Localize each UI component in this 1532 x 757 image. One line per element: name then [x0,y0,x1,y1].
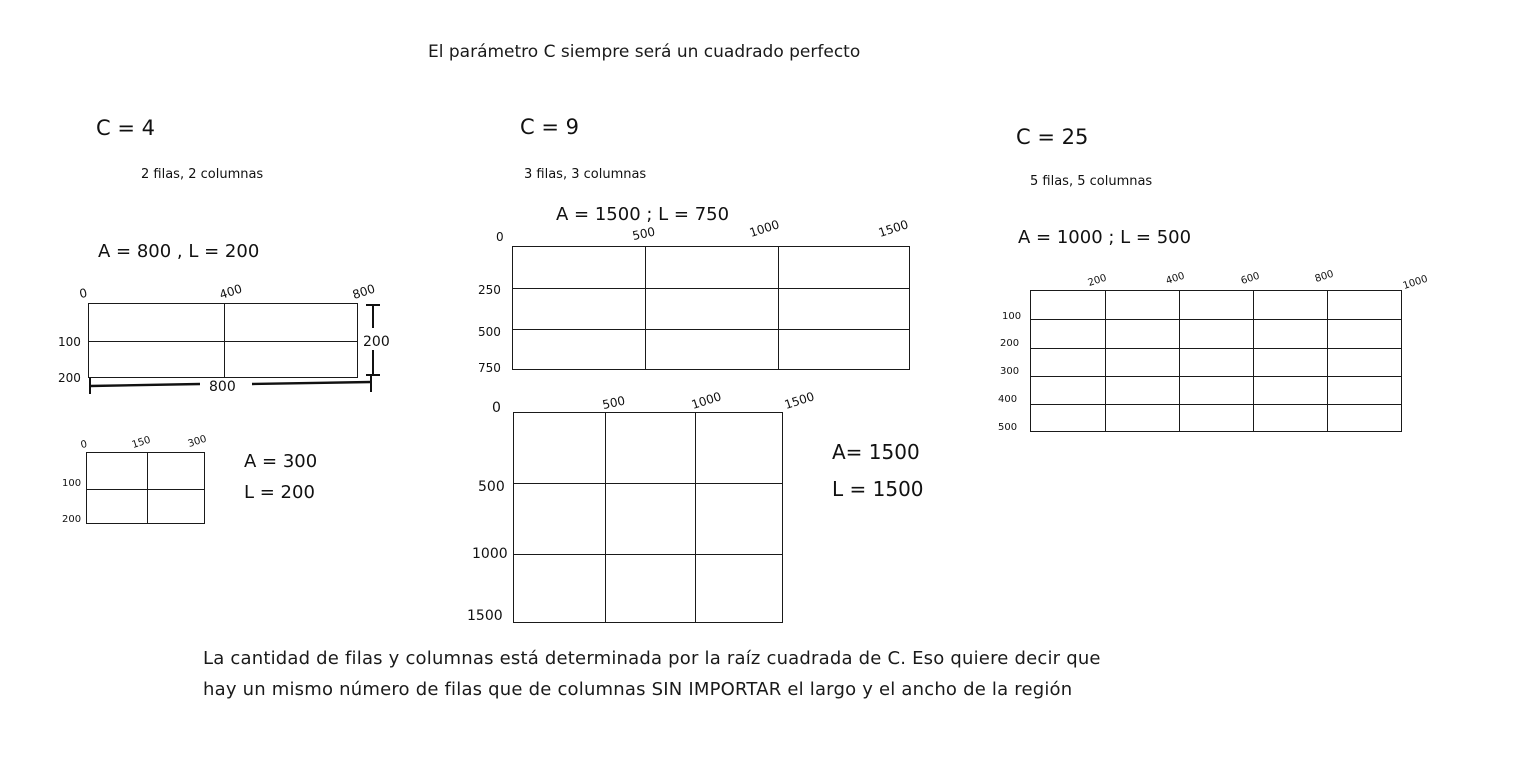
grid-c9-figure2 [513,412,783,623]
grid-line-vertical [1327,291,1328,431]
x-tick-c9-1-0: 0 [496,230,504,244]
figure-label-a-c4-2: A = 300 [244,451,318,472]
caption-line-2: hay un mismo número de filas que de columnas SIN IMPORTAR el largo y el ancho de la región [203,679,1073,700]
grid-line-vertical [778,247,779,369]
x-tick-c4-1-0: 0 [78,285,89,301]
page-title: El parámetro C siempre será un cuadrado perfecto [428,42,861,62]
x-tick-c25-4: 800 [1313,268,1336,285]
x-tick-c9-2-0: 0 [492,400,501,416]
grid-line-vertical [605,413,606,622]
section-subheading-c25: 5 filas, 5 columnas [1030,174,1153,189]
y-tick-c9-2-3: 1500 [467,608,503,624]
x-tick-c25-1: 200 [1086,272,1109,289]
section-heading-c25: C = 25 [1016,125,1089,149]
section-heading-c4: C = 4 [96,116,155,140]
figure-label-l-c9-2: L = 1500 [832,477,924,501]
section-subheading-c9: 3 filas, 3 columnas [524,167,647,182]
grid-line-vertical [645,247,646,369]
y-tick-c9-1-2: 500 [478,325,501,339]
grid-line-vertical [1253,291,1254,431]
figure-label-c9-1: A = 1500 ; L = 750 [556,204,730,225]
x-tick-c4-2-1: 150 [130,434,153,451]
y-tick-c4-2-1: 100 [62,478,82,489]
grid-line-vertical [1105,291,1106,431]
y-tick-c9-1-3: 750 [478,361,501,375]
y-tick-c9-2-1: 500 [478,479,505,495]
y-tick-c25-2: 200 [1000,338,1020,349]
x-tick-c4-2-2: 300 [186,433,209,450]
x-tick-c4-1-1: 400 [217,281,244,302]
y-tick-c9-1-1: 250 [478,283,501,297]
grid-line-horizontal [1031,319,1401,320]
y-tick-c9-2-2: 1000 [472,546,508,562]
x-tick-c9-1-1: 500 [631,224,657,243]
y-tick-c25-4: 400 [998,394,1018,405]
grid-line-horizontal [1031,348,1401,349]
grid-line-vertical [147,453,148,523]
figure-label-a-c9-2: A= 1500 [832,440,920,464]
grid-c25-figure1 [1030,290,1402,432]
y-tick-c4-1-2: 200 [58,371,81,385]
dim-width-c4-1: 800 [209,379,236,395]
grid-line-horizontal [513,329,909,330]
dim-height-c4-1: 200 [363,334,390,350]
x-tick-c25-5: 1000 [1401,273,1430,292]
section-heading-c9: C = 9 [520,115,579,139]
grid-line-vertical [1179,291,1180,431]
grid-line-horizontal [514,483,782,484]
grid-c9-figure1 [512,246,910,370]
x-tick-c4-1-2: 800 [350,281,377,302]
y-tick-c4-1-1: 100 [58,335,81,349]
figure-label-c25-1: A = 1000 ; L = 500 [1018,227,1192,248]
grid-line-horizontal [1031,376,1401,377]
x-tick-c4-2-0: 0 [79,438,89,451]
y-tick-c25-5: 500 [998,422,1018,433]
grid-line-horizontal [1031,404,1401,405]
x-tick-c9-1-3: 1500 [876,217,911,240]
grid-line-horizontal [513,288,909,289]
x-tick-c9-2-3: 1500 [782,389,817,412]
x-tick-c25-2: 400 [1164,270,1187,287]
section-subheading-c4: 2 filas, 2 columnas [141,167,264,182]
y-tick-c25-3: 300 [1000,366,1020,377]
y-tick-c25-1: 100 [1002,311,1022,322]
x-tick-c9-1-2: 1000 [747,217,782,240]
grid-line-horizontal [87,489,204,490]
grid-line-horizontal [514,554,782,555]
caption-line-1: La cantidad de filas y columnas está determinada por la raíz cuadrada de C. Eso quiere decir que [203,648,1101,669]
y-tick-c4-2-2: 200 [62,514,82,525]
x-tick-c25-3: 600 [1239,270,1262,287]
grid-c4-figure2 [86,452,205,524]
x-tick-c9-2-1: 500 [601,393,627,412]
grid-line-vertical [695,413,696,622]
figure-label-c4-1: A = 800 , L = 200 [98,241,260,262]
figure-label-l-c4-2: L = 200 [244,482,315,503]
x-tick-c9-2-2: 1000 [689,389,724,412]
